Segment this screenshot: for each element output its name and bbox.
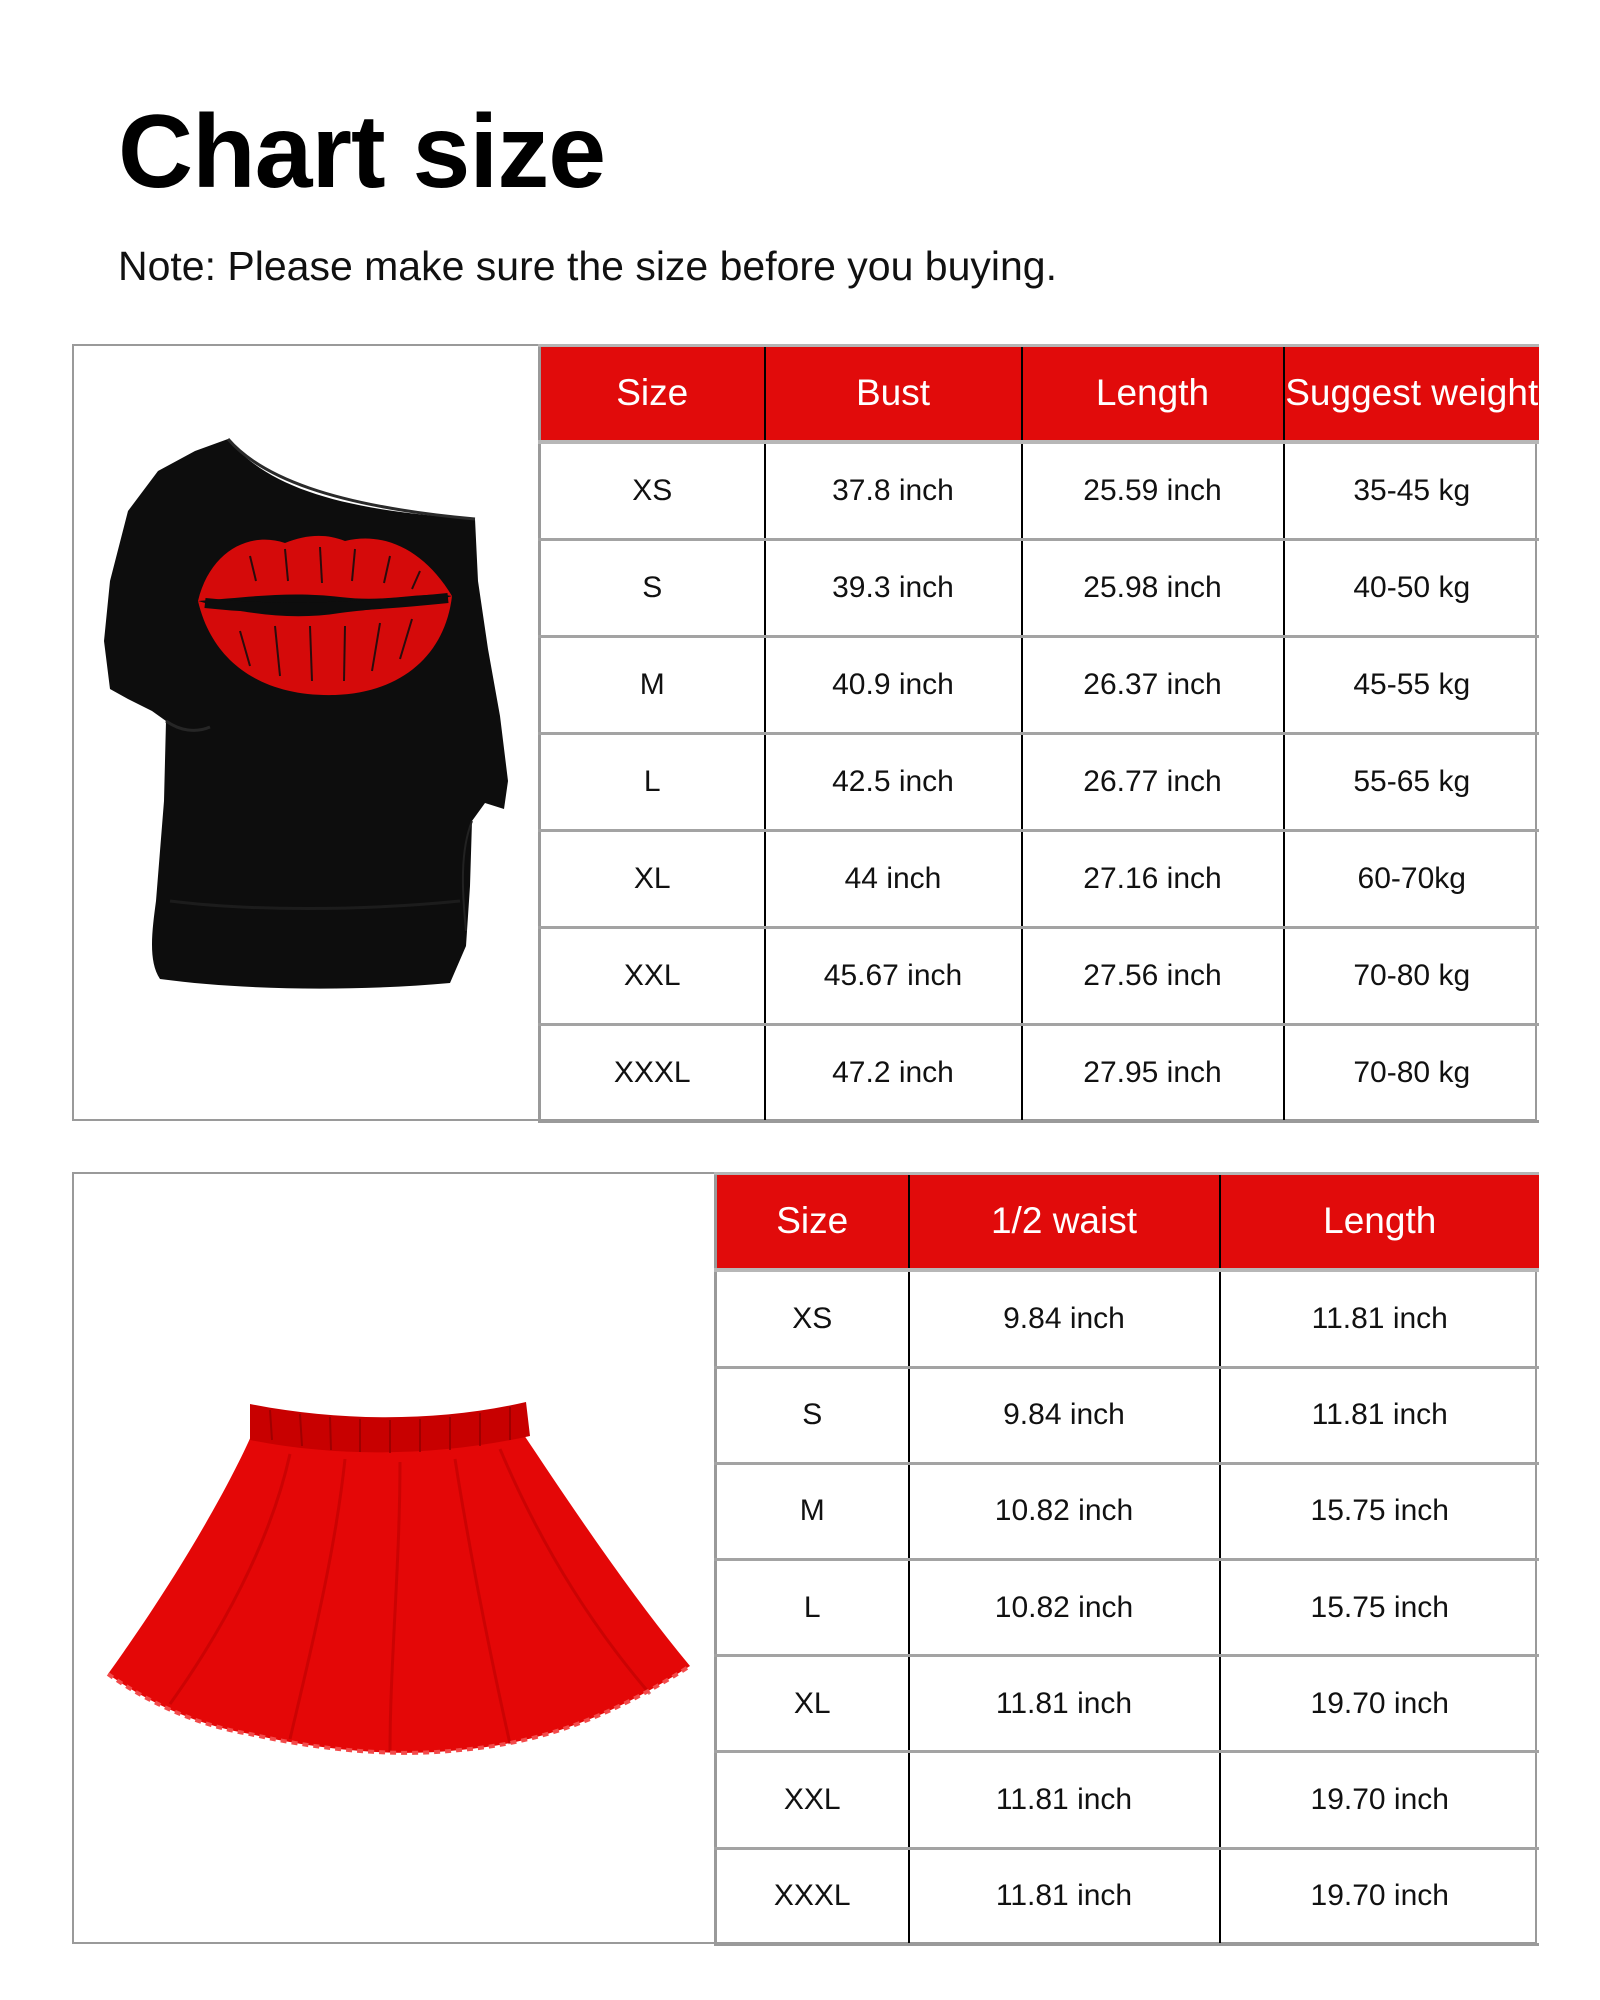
cell-weight: 60-70kg	[1284, 831, 1540, 928]
cell-weight: 70-80 kg	[1284, 928, 1540, 1025]
cell-length: 26.77 inch	[1022, 734, 1284, 831]
cell-length: 15.75 inch	[1220, 1463, 1540, 1559]
cell-size: M	[540, 637, 765, 734]
cell-bust: 45.67 inch	[765, 928, 1022, 1025]
cell-size: XXXL	[716, 1848, 909, 1944]
cell-weight: 45-55 kg	[1284, 637, 1540, 734]
size-note: Note: Please make sure the size before you buying.	[118, 243, 1057, 289]
header-suggest-weight: Suggest weight	[1284, 346, 1540, 442]
cell-size: XXL	[540, 928, 765, 1025]
header-half-waist: 1/2 waist	[909, 1174, 1220, 1270]
cell-bust: 44 inch	[765, 831, 1022, 928]
cell-half-waist: 11.81 inch	[909, 1752, 1220, 1848]
cell-length: 11.81 inch	[1220, 1367, 1540, 1463]
cell-length: 11.81 inch	[1220, 1270, 1540, 1368]
cell-half-waist: 11.81 inch	[909, 1656, 1220, 1752]
table-row	[540, 928, 1540, 1025]
table-row	[540, 734, 1540, 831]
cell-bust: 47.2 inch	[765, 1025, 1022, 1122]
cell-length: 15.75 inch	[1220, 1560, 1540, 1656]
cell-half-waist: 11.81 inch	[909, 1848, 1220, 1944]
cell-weight: 55-65 kg	[1284, 734, 1540, 831]
cell-length: 27.95 inch	[1022, 1025, 1284, 1122]
table-row	[540, 540, 1540, 637]
header-size: Size	[716, 1174, 909, 1270]
shirt-image-panel	[74, 346, 538, 1119]
table-row	[716, 1848, 1540, 1944]
table-row	[716, 1560, 1540, 1656]
cell-size: XXXL	[540, 1025, 765, 1122]
skirt-size-table	[714, 1172, 1539, 1946]
page-title: Chart size	[118, 94, 606, 210]
cell-weight: 40-50 kg	[1284, 540, 1540, 637]
cell-size: L	[540, 734, 765, 831]
table-row	[716, 1270, 1540, 1368]
skirt-image-panel	[74, 1174, 714, 1942]
shirt-size-table	[538, 344, 1539, 1123]
cell-size: XL	[540, 831, 765, 928]
cell-bust: 39.3 inch	[765, 540, 1022, 637]
cell-length: 27.56 inch	[1022, 928, 1284, 1025]
cell-half-waist: 9.84 inch	[909, 1367, 1220, 1463]
table-row	[716, 1752, 1540, 1848]
off-shoulder-lips-tshirt-image	[100, 431, 520, 1001]
cell-length: 25.59 inch	[1022, 442, 1284, 540]
cell-size: S	[540, 540, 765, 637]
cell-size: M	[716, 1463, 909, 1559]
cell-length: 19.70 inch	[1220, 1752, 1540, 1848]
table-row	[540, 1025, 1540, 1122]
table-header-row	[716, 1174, 1540, 1270]
cell-size: L	[716, 1560, 909, 1656]
cell-bust: 42.5 inch	[765, 734, 1022, 831]
cell-weight: 35-45 kg	[1284, 442, 1540, 540]
cell-half-waist: 10.82 inch	[909, 1560, 1220, 1656]
cell-half-waist: 9.84 inch	[909, 1270, 1220, 1368]
cell-size: S	[716, 1367, 909, 1463]
skirt-size-block	[72, 1172, 1537, 1944]
cell-weight: 70-80 kg	[1284, 1025, 1540, 1122]
table-row	[540, 831, 1540, 928]
table-header-row	[540, 346, 1540, 442]
cell-size: XL	[716, 1656, 909, 1752]
cell-length: 19.70 inch	[1220, 1656, 1540, 1752]
table-row	[540, 637, 1540, 734]
table-row	[540, 442, 1540, 540]
table-row	[716, 1367, 1540, 1463]
cell-bust: 37.8 inch	[765, 442, 1022, 540]
cell-size: XXL	[716, 1752, 909, 1848]
cell-half-waist: 10.82 inch	[909, 1463, 1220, 1559]
cell-size: XS	[716, 1270, 909, 1368]
header-bust: Bust	[765, 346, 1022, 442]
cell-length: 19.70 inch	[1220, 1848, 1540, 1944]
table-row	[716, 1656, 1540, 1752]
shirt-size-block	[72, 344, 1537, 1121]
table-row	[716, 1463, 1540, 1559]
red-tutu-skirt-image	[90, 1374, 700, 1764]
cell-length: 26.37 inch	[1022, 637, 1284, 734]
header-length: Length	[1022, 346, 1284, 442]
cell-bust: 40.9 inch	[765, 637, 1022, 734]
header-length: Length	[1220, 1174, 1540, 1270]
cell-length: 27.16 inch	[1022, 831, 1284, 928]
cell-length: 25.98 inch	[1022, 540, 1284, 637]
header-size: Size	[540, 346, 765, 442]
cell-size: XS	[540, 442, 765, 540]
